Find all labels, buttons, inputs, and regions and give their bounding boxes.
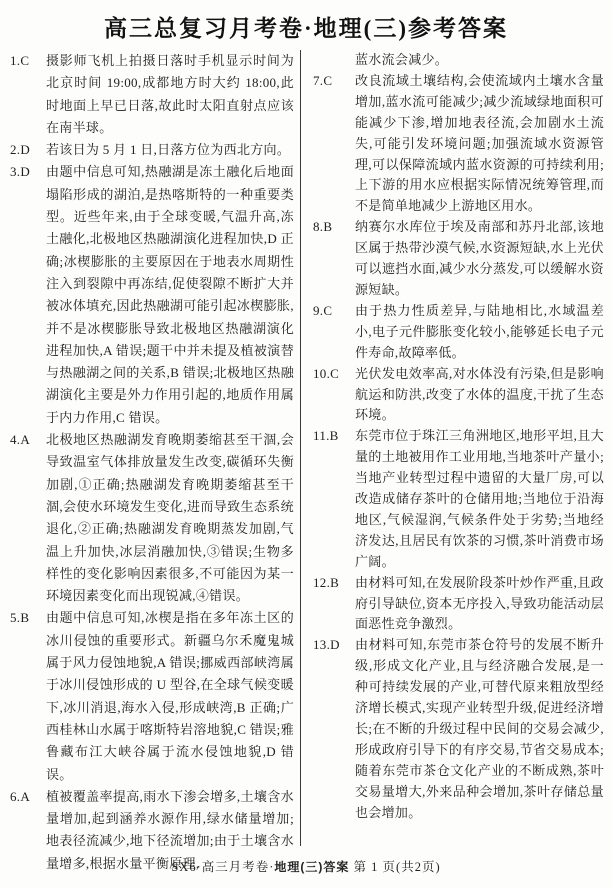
answer-text: 植被覆盖率提高,雨水下渗会增多,土壤含水量增加,起到涵养水源作用,绿水储量增加;地表径流减少,地下径流增加;由于土壤含水量增多,根据水量平衡原理, — [46, 788, 294, 871]
answer-text: 东莞市位于珠江三角洲地区,地形平坦,且大量的土地被用作工业用地,当地茶叶产量小;当地产业转型过程中遗留的大量厂房,可以改造成储存茶叶的仓储用地;当地位于沿海地区,气候湿润,气候条件处于劣势;当地经济发达,且居民有饮茶的习惯,茶叶消费市场广阔。 — [355, 428, 604, 569]
answer-number: 3.D — [10, 164, 31, 180]
answer-item-1 — [10, 50, 294, 139]
answer-item-3 — [10, 161, 294, 429]
footer-exam-code: SX6·高三月考卷· — [171, 860, 275, 874]
answer-item-10 — [313, 364, 604, 427]
page-title: 高三总复习月考卷·地理(三)参考答案 — [104, 16, 508, 41]
answer-item-2 — [10, 139, 294, 161]
footer-page-number: 第 1 页(共2页) — [349, 860, 441, 874]
answer-item-9 — [313, 301, 604, 364]
answer-text: 北极地区热融湖发育晚期萎缩甚至干涸,会导致温室气体排放量发生改变,碳循环失衡加剧,①正确;热融湖发育晚期萎缩甚至干涸,会使水环境发生变化,进而导致生态系统退化,②正确;热融湖发育晚期蒸发加剧,气温上升加快,冰层消融加快,③错误;生物多样性的变化影响因素很多,不可能因为某一环境因素变化而出现锐减,④错误。 — [46, 432, 294, 604]
answer-number: 6.A — [10, 788, 31, 804]
answer-number: 10.C — [313, 365, 340, 381]
answer-number: 13.D — [313, 637, 340, 653]
answer-number: 7.C — [313, 72, 333, 88]
answer-number: 1.C — [10, 53, 30, 68]
answer-item-11 — [313, 426, 604, 572]
answer-6-continuation: 蓝水流会减少。 — [355, 52, 449, 67]
answer-text: 由题中信息可知,热融湖是冻土融化后地面塌陷形成的湖泊,是热喀斯特的一种重要类型。近些年来,由于全球变暖,气温升高,冻土融化,北极地区热融湖演化进程加快,D 正确;冰楔膨胀的主要原因在于地表水周期性注入到裂隙中再冻结,促使裂隙不断扩大并被冰体填充,因此热融湖可能引起冰楔膨胀,并不是冰楔膨胀导致北极地区热融湖演化进程加快,A 错误;题干中并未提及植被演替与热融湖之间的关系,B 错误;北极地区热融湖演化主要是外力作用引起的,地质作用属于内力作用,C 错误。 — [46, 164, 294, 425]
answer-number: 2.D — [10, 142, 31, 158]
answer-text: 摄影师飞机上拍摄日落时手机显示时间为北京时间 19:00,成都地方时大约 18:00,此时地面上早已日落,故此时太阳直射点应该在南半球。 — [46, 53, 294, 135]
answer-number: 12.B — [313, 574, 340, 590]
answer-number: 11.B — [313, 428, 339, 444]
answer-item-5 — [10, 607, 294, 785]
answer-text: 改良流域土壤结构,会使流域内土壤水含量增加,蓝水流可能减少;减少流域绿地面积可能减少下渗,增加地表径流,会加剧水土流失,可能引发环境问题;加强流域水资源管理,可以保障流域内蓝水资源的可持续利用;上下游的用水应根据实际情况统筹管理,而不是简单地减少上游地区用水。 — [355, 72, 604, 214]
footer-subject: 地理(三)答案 — [274, 860, 350, 874]
answer-text: 由材料可知,在发展阶段茶叶炒作严重,且政府引导缺位,资本无序投入,导致功能活动层面恶性竞争激烈。 — [355, 574, 604, 632]
answer-text: 若该日为 5 月 1 日,日落方位为西北方向。 — [46, 142, 291, 158]
answer-item-12 — [313, 573, 604, 636]
page-footer — [0, 857, 612, 875]
answer-item-7 — [313, 71, 604, 217]
answer-number: 9.C — [313, 302, 333, 318]
answer-text: 由于热力性质差异,与陆地相比,水域温差小,电子元件膨胀变化较小,能够延长电子元件寿命,故障率低。 — [355, 302, 604, 360]
answer-text: 由材料可知,东莞市茶仓符号的发展不断升级,形成文化产业,且与经济融合发展,是一种可持续发展的产业,可替代原来粗放型经济增长模式,实现产业转型升级,促进经济增长;在不断的升级过程中民间的交易会减少,形成政府引导下的有序交易,节省交易成本;随着东莞市茶仓文化产业的不断成熟,茶叶交易量增大,外来品种会增加,茶叶存储总量也会增加。 — [355, 637, 604, 820]
right-column — [301, 50, 604, 846]
answer-item-4 — [10, 429, 294, 607]
answer-item-8 — [313, 217, 604, 301]
answer-text: 光伏发电效率高,对水体没有污染,但是影响航运和防洪,改变了水体的温度,干扰了生态环境。 — [355, 365, 604, 423]
answer-number: 8.B — [313, 219, 333, 235]
answer-text: 纳赛尔水库位于埃及南部和苏丹北部,该地区属于热带沙漠气候,水资源短缺,水上光伏可以遮挡水面,减少水分蒸发,可以缓解水资源短缺。 — [355, 219, 604, 297]
answer-text: 由题中信息可知,冰楔是指在多年冻土区的冰川侵蚀的重要形式。新疆乌尔禾魔鬼城属于风力侵蚀地貌,A 错误;挪威西部峡湾属于冰川侵蚀形成的 U 型谷,在全球气候变暖下,冰川消退,海水入侵,形成峡湾,B 正确;广西桂林山水属于喀斯特岩溶地貌,C 错误;雅鲁藏布江大峡谷属于流水侵蚀地貌,D 错误。 — [46, 610, 294, 782]
answer-item-13 — [313, 635, 604, 823]
answer-number: 5.B — [10, 610, 30, 626]
answer-number: 4.A — [10, 432, 31, 448]
